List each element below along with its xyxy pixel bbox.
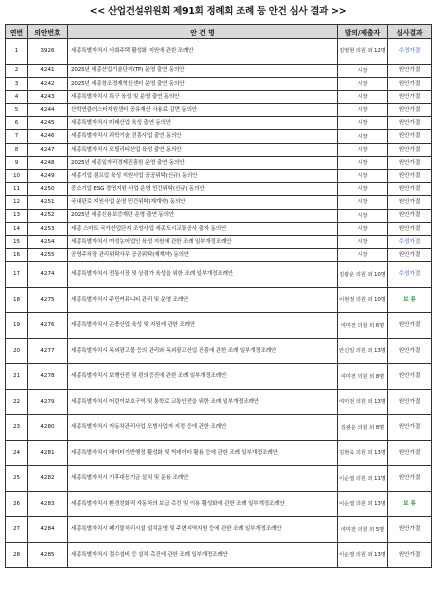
result: 원안가결 <box>388 222 432 235</box>
proposer: 김광운 의원 외 8명 <box>338 415 388 441</box>
bill-number: 4278 <box>28 364 68 390</box>
proposer: 김광운 의원 외 10명 <box>338 262 388 288</box>
row-number: 26 <box>6 491 28 517</box>
bill-number: 4280 <box>28 415 68 441</box>
result: 원안가결 <box>388 130 432 143</box>
proposer: 이순열 의원 외 13명 <box>338 542 388 568</box>
row-number: 2 <box>6 64 28 77</box>
agenda-title: 2025년 세종신용보증재단 운영 출연 동의안 <box>68 209 338 222</box>
bill-number: 4251 <box>28 196 68 209</box>
row-number: 4 <box>6 90 28 103</box>
result: 원안가결 <box>388 77 432 90</box>
result: 원안가결 <box>388 517 432 543</box>
table-row <box>6 313 432 339</box>
table-row <box>6 183 432 196</box>
proposer: 이현정 의원 외 10명 <box>338 287 388 313</box>
bill-number: 4282 <box>28 466 68 492</box>
bill-number: 4249 <box>28 170 68 183</box>
bill-number: 4242 <box>28 77 68 90</box>
bill-number: 4283 <box>28 491 68 517</box>
proposer: 여미전 의원 외 13명 <box>338 389 388 415</box>
agenda-title: 세종특별자치시 사회주택 활성화 지원에 관한 조례안 <box>68 39 338 65</box>
bill-number: 3926 <box>28 39 68 65</box>
row-number: 15 <box>6 235 28 248</box>
row-number: 13 <box>6 209 28 222</box>
agenda-title: 산학연클러스터지원센터 공유재산 사용료 감면 동의안 <box>68 104 338 117</box>
row-number: 21 <box>6 364 28 390</box>
table-row <box>6 64 432 77</box>
row-number: 24 <box>6 440 28 466</box>
proposer: 이순열 의원 외 13명 <box>338 491 388 517</box>
table-row <box>6 440 432 466</box>
bill-number: 4284 <box>28 517 68 543</box>
result: 보 류 <box>388 491 432 517</box>
agenda-title: 2025년 세종일자리경제진흥원 운영 출연 동의안 <box>68 156 338 169</box>
table-row <box>6 287 432 313</box>
proposer: 시장 <box>338 183 388 196</box>
result: 원안가결 <box>388 90 432 103</box>
bill-number: 4255 <box>28 249 68 262</box>
result: 원안가결 <box>388 209 432 222</box>
row-number: 17 <box>6 262 28 288</box>
result: 원안가결 <box>388 64 432 77</box>
table-row <box>6 338 432 364</box>
table-row <box>6 90 432 103</box>
bill-number: 4285 <box>28 542 68 568</box>
proposer: 시장 <box>338 170 388 183</box>
bill-number: 4244 <box>28 104 68 117</box>
table-row <box>6 517 432 543</box>
agenda-title: 세종특별자치시 절수설비 등 설치 촉진에 관한 조례 일부개정조례안 <box>68 542 338 568</box>
proposer: 시장 <box>338 222 388 235</box>
header-agenda-title: 안 건 명 <box>68 25 338 39</box>
row-number: 1 <box>6 39 28 65</box>
bill-number: 4241 <box>28 64 68 77</box>
result: 원안가결 <box>388 389 432 415</box>
agenda-title: 중소기업 ESG 경영지원 사업 운영 민간위탁(신규) 동의안 <box>68 183 338 196</box>
agenda-title: 국내판로 지원사업 운영 민간위탁(재계약) 동의안 <box>68 196 338 209</box>
table-row <box>6 389 432 415</box>
table-row <box>6 117 432 130</box>
proposer: 시장 <box>338 196 388 209</box>
table-row <box>6 104 432 117</box>
row-number: 12 <box>6 196 28 209</box>
agenda-title: 세종특별자치시 곤충산업 육성 및 지원에 관한 조례안 <box>68 313 338 339</box>
bill-number: 4245 <box>28 117 68 130</box>
table-body <box>6 39 432 568</box>
result: 수정가결 <box>388 262 432 288</box>
bill-number: 4274 <box>28 262 68 288</box>
agenda-title: 세종특별자치시 옥외광고물 등의 관리와 옥외광고산업 진흥에 관한 조례 일부개정조례안 <box>68 338 338 364</box>
table-row <box>6 415 432 441</box>
row-number: 23 <box>6 415 28 441</box>
agenda-title: 세종기업 점프업 육성 지원사업 공공위탁(신규) 동의안 <box>68 170 338 183</box>
agenda-title: 세종특별자치시 전통시장 및 상점가 육성을 위한 조례 일부개정조례안 <box>68 262 338 288</box>
proposer: 시장 <box>338 143 388 156</box>
agenda-title: 세종특별자치시 어린이보호구역 및 통학로 교통안전을 위한 조례 일부개정조례안 <box>68 389 338 415</box>
proposer: 시장 <box>338 90 388 103</box>
row-number: 16 <box>6 249 28 262</box>
result: 원안가결 <box>388 415 432 441</box>
table-row <box>6 143 432 156</box>
result: 원안가결 <box>388 143 432 156</box>
row-number: 20 <box>6 338 28 364</box>
header-proposer: 발의/제출자 <box>338 25 388 39</box>
bill-number: 4254 <box>28 235 68 248</box>
header-number: 연번 <box>6 25 28 39</box>
agenda-title: 세종 스마트 국가산업단지 조성사업 세종도시교통공사 출자 동의안 <box>68 222 338 235</box>
table-row <box>6 130 432 143</box>
agenda-title: 세종특별자치시 보행안전 및 편의증진에 관한 조례 일부개정조례안 <box>68 364 338 390</box>
bill-number: 4247 <box>28 143 68 156</box>
row-number: 18 <box>6 287 28 313</box>
table-row <box>6 77 432 90</box>
result: 수정가결 <box>388 235 432 248</box>
proposer: 이순열 의원 외 11명 <box>338 466 388 492</box>
table-header-row <box>6 25 432 39</box>
agenda-title: 세종특별자치시 자동차관리사업 모범사업자 지정 등에 관한 조례안 <box>68 415 338 441</box>
bill-number: 4252 <box>28 209 68 222</box>
table-row <box>6 156 432 169</box>
result: 원안가결 <box>388 170 432 183</box>
result: 원안가결 <box>388 542 432 568</box>
proposer: 시장 <box>338 104 388 117</box>
result: 원안가결 <box>388 364 432 390</box>
page-title: << 산업건설위원회 제91회 정례회 조례 등 안건 심사 결과 >> <box>89 6 347 17</box>
result: 수정가결 <box>388 39 432 65</box>
proposer: 김현옥 의원 외 13명 <box>338 440 388 466</box>
result: 원안가결 <box>388 338 432 364</box>
proposer: 안신일 의원 외 13명 <box>338 338 388 364</box>
row-number: 19 <box>6 313 28 339</box>
table-row <box>6 235 432 248</box>
proposer: 시장 <box>338 64 388 77</box>
agenda-title: 세종특별자치시 모빌리티산업 육성 출연 동의안 <box>68 143 338 156</box>
agenda-title: 2025년 세종산업기술단지(TP) 운영 출연 동의안 <box>68 64 338 77</box>
agenda-title: 세종특별자치시 폐기물처리시설 설치운영 및 주변지역지원 등에 관한 조례 일부개정조례안 <box>68 517 338 543</box>
agenda-title: 세종특별자치시 환경친화적 자동차의 보급 촉진 및 이용 활성화에 관한 조례 일부개정조례안 <box>68 491 338 517</box>
proposer: 시장 <box>338 209 388 222</box>
result: 원안가결 <box>388 104 432 117</box>
row-number: 22 <box>6 389 28 415</box>
agenda-title: 세종특별자치시 주민커뮤니티 관리 및 운영 조례안 <box>68 287 338 313</box>
row-number: 27 <box>6 517 28 543</box>
row-number: 28 <box>6 542 28 568</box>
bill-number: 4253 <box>28 222 68 235</box>
row-number: 6 <box>6 117 28 130</box>
bill-number: 4276 <box>28 313 68 339</box>
bill-number: 4277 <box>28 338 68 364</box>
bill-number: 4250 <box>28 183 68 196</box>
agenda-title: 세종특별자치시 과학기술 진흥사업 출연 동의안 <box>68 130 338 143</box>
row-number: 14 <box>6 222 28 235</box>
bill-number: 4243 <box>28 90 68 103</box>
result: 원안가결 <box>388 117 432 130</box>
row-number: 9 <box>6 156 28 169</box>
proposer: 시장 <box>338 130 388 143</box>
proposer: 시장 <box>338 249 388 262</box>
result: 원안가결 <box>388 156 432 169</box>
proposer: 시장 <box>338 117 388 130</box>
proposer: 여미전 의원 외 5명 <box>338 517 388 543</box>
row-number: 3 <box>6 77 28 90</box>
result: 원안가결 <box>388 466 432 492</box>
table-row <box>6 542 432 568</box>
agenda-title: 세종특별자치시 여성농어업인 육성 지원에 관한 조례 일부개정조례안 <box>68 235 338 248</box>
table-row <box>6 196 432 209</box>
bill-number: 4246 <box>28 130 68 143</box>
result: 원안가결 <box>388 196 432 209</box>
table-row <box>6 209 432 222</box>
agenda-title: 세종특별자치시 데이터기반행정 활성화 및 빅데이터 활용 등에 관한 조례 일부개정조례안 <box>68 440 338 466</box>
results-table <box>5 24 432 568</box>
bill-number: 4275 <box>28 287 68 313</box>
table-row <box>6 170 432 183</box>
row-number: 10 <box>6 170 28 183</box>
result: 원안가결 <box>388 249 432 262</box>
proposer: 김영현 의원 외 12명 <box>338 39 388 65</box>
bill-number: 4248 <box>28 156 68 169</box>
agenda-title: 세종특별자치시 기후대응기금 설치 및 운용 조례안 <box>68 466 338 492</box>
table-row <box>6 249 432 262</box>
row-number: 11 <box>6 183 28 196</box>
table-row <box>6 466 432 492</box>
result: 원안가결 <box>388 183 432 196</box>
proposer: 시장 <box>338 156 388 169</box>
table-row <box>6 39 432 65</box>
agenda-title: 세종특별자치시 미래산업 육성 출연 동의안 <box>68 117 338 130</box>
proposer: 시장 <box>338 235 388 248</box>
proposer: 여미전 의원 외 6명 <box>338 313 388 339</box>
table-row <box>6 222 432 235</box>
result: 원안가결 <box>388 440 432 466</box>
proposer: 시장 <box>338 77 388 90</box>
bill-number: 4281 <box>28 440 68 466</box>
bill-number: 4279 <box>28 389 68 415</box>
agenda-title: 공영주차장 관리위탁사무 공공위탁(재계약) 동의안 <box>68 249 338 262</box>
result: 원안가결 <box>388 313 432 339</box>
row-number: 5 <box>6 104 28 117</box>
result: 보 류 <box>388 287 432 313</box>
row-number: 7 <box>6 130 28 143</box>
agenda-title: 세종특별자치시 특구 육성 및 운영 출연 동의안 <box>68 90 338 103</box>
table-row <box>6 262 432 288</box>
row-number: 25 <box>6 466 28 492</box>
row-number: 8 <box>6 143 28 156</box>
header-bill-number: 의안번호 <box>28 25 68 39</box>
header-result: 심사결과 <box>388 25 432 39</box>
proposer: 여미전 의원 외 8명 <box>338 364 388 390</box>
table-row <box>6 491 432 517</box>
agenda-title: 2025년 세종창조경제혁신센터 운영 출연 동의안 <box>68 77 338 90</box>
table-row <box>6 364 432 390</box>
